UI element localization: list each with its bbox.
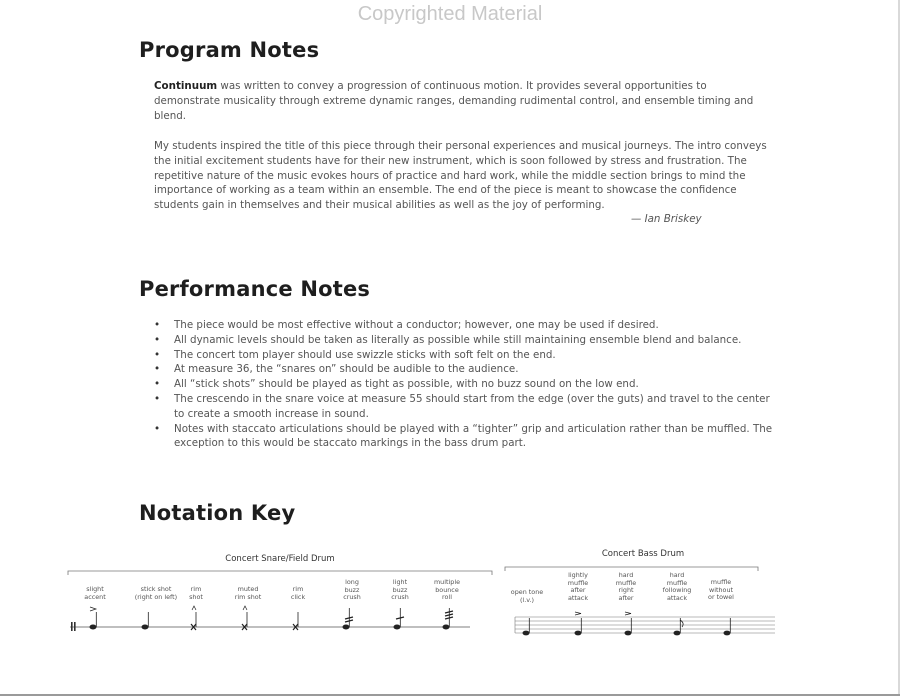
lightly-muffle-note xyxy=(575,612,582,635)
program-notes-paragraph-2: My students inspired the title of this piece through their personal experiences and musical journeys. The intro conveys the initial excitement students have for their new instrument, which is soon followed by stress and frustration. The repetitive nature of the music evokes hours of practice and hard work, while the middle section brings to mind the importance of working as a team within an ensemble. The end of the piece is meant to showcase the confidence students gain in themselves and their musical abilities as well as the joy of performing. xyxy=(154,140,767,212)
snare-label: long buzz crush xyxy=(343,578,361,602)
snare-label: rim shot xyxy=(189,585,203,601)
open-tone-note xyxy=(523,618,530,635)
bass-bracket xyxy=(505,567,758,571)
performance-note: • At measure 36, the “snares on” should be audible to the audience. xyxy=(154,362,776,377)
bass-label: lightly muffle after attack xyxy=(567,571,589,602)
hard-muffle-right-after-note xyxy=(625,612,632,635)
snare-label: stick shot (right on left) xyxy=(134,585,178,601)
snare-label: light buzz crush xyxy=(391,578,409,602)
performance-note: • The concert tom player should use swizzle sticks with soft felt on the end. xyxy=(154,348,776,363)
performance-note: • Notes with staccato articulations should be played with a “tighter” grip and articulation rather than be muffled. The exception to this would be staccato markings in the bass drum part. xyxy=(154,422,776,452)
snare-label: slight accent xyxy=(84,585,106,601)
light-buzz-crush-note xyxy=(394,608,405,630)
program-notes-paragraph-1 xyxy=(154,79,774,123)
bass-label: hard muffle following attack xyxy=(662,571,692,602)
snare-staff-line xyxy=(70,622,470,631)
composer-signature: — Ian Briskey xyxy=(631,213,702,225)
piece-title: Continuum xyxy=(154,80,218,92)
bass-staff xyxy=(515,617,775,633)
performance-notes-heading: Performance Notes xyxy=(139,277,371,301)
snare-label: muted rim shot xyxy=(234,585,262,601)
muted-rim-shot-note xyxy=(242,606,247,630)
bass-label: muffle without or towel xyxy=(708,578,734,602)
notation-staff xyxy=(0,560,900,650)
program-notes-heading: Program Notes xyxy=(139,38,320,62)
performance-notes-list xyxy=(154,318,776,451)
snare-bracket xyxy=(68,571,492,575)
snare-notes xyxy=(90,606,454,630)
bass-label: open tone (l.v.) xyxy=(510,588,544,604)
bass-label: hard muffle right after xyxy=(615,571,637,602)
bass-notes xyxy=(523,612,731,635)
performance-note: • The crescendo in the snare voice at measure 55 should start from the edge (over the guts) and travel to the center to create a smooth increase in sound. xyxy=(154,392,776,422)
watermark: Copyrighted Material xyxy=(357,3,543,25)
snare-label: multiple bounce roll xyxy=(433,578,461,602)
multiple-bounce-roll-note xyxy=(443,608,454,630)
snare-label: rim click xyxy=(290,585,306,601)
snare-drum-title: Concert Snare/Field Drum xyxy=(225,554,335,564)
rim-shot-note xyxy=(191,606,196,630)
notation-key-heading: Notation Key xyxy=(139,501,296,525)
stick-shot-note xyxy=(142,612,149,630)
performance-note: • The piece would be most effective without a conductor; however, one may be used if desired. xyxy=(154,318,776,333)
slight-accent-note xyxy=(90,607,97,630)
muffle-towel-note xyxy=(724,618,731,635)
performance-note: • All “stick shots” should be played as tight as possible, with no buzz sound on the low end. xyxy=(154,377,776,392)
paragraph-1-text: was written to convey a progression of continuous motion. It provides several opportunities to demonstrate musicality through extreme dynamic ranges, demanding rudimental control, and ensemble timing and blend. xyxy=(154,80,754,122)
long-buzz-crush-note xyxy=(343,608,354,630)
performance-note: • All dynamic levels should be taken as literally as possible while still maintaining ensemble blend and balance. xyxy=(154,333,776,348)
bass-drum-title: Concert Bass Drum xyxy=(601,549,685,559)
